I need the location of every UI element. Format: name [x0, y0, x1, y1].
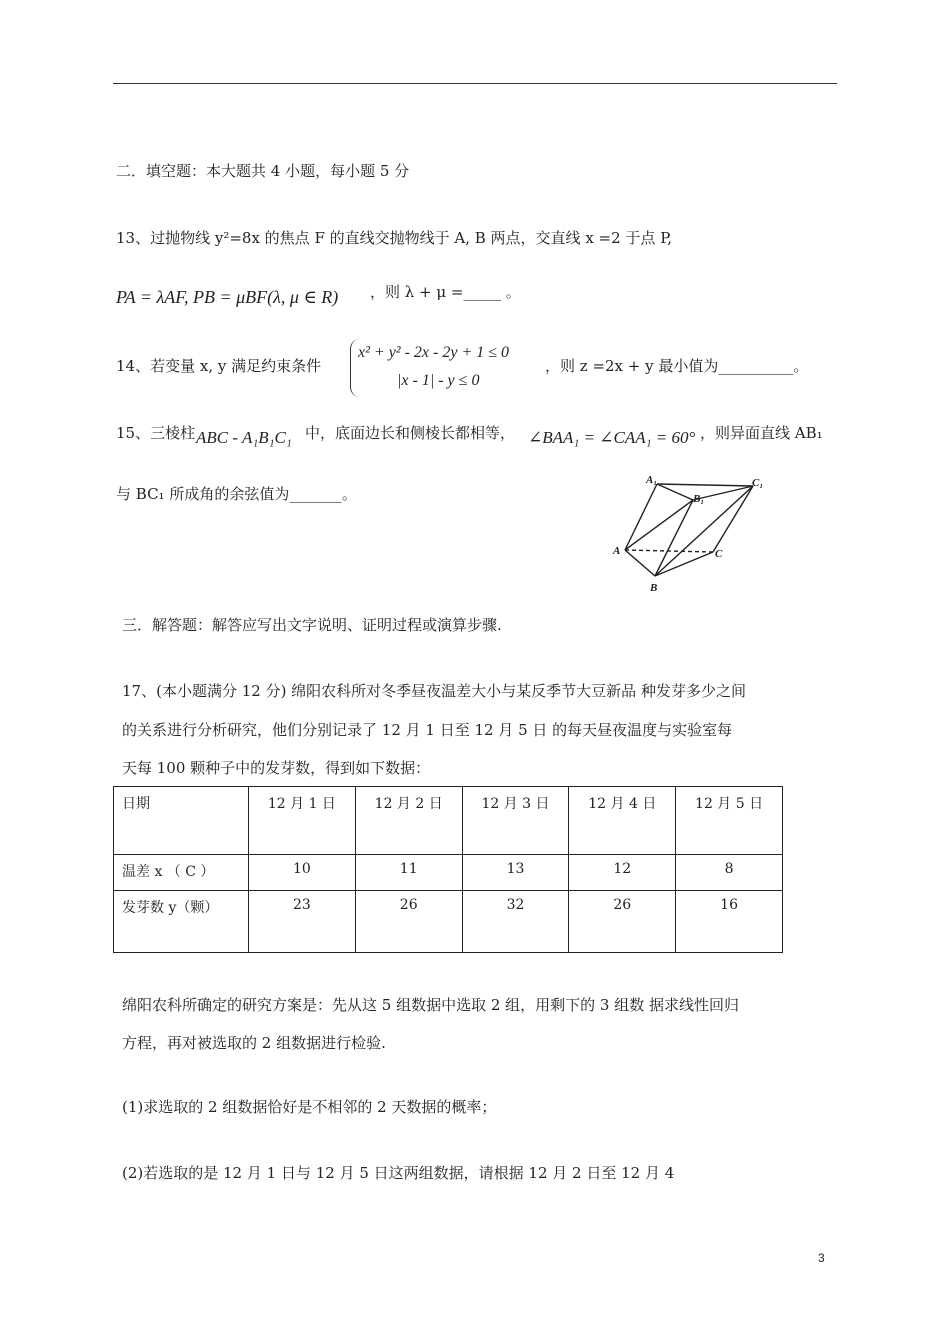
table-row-germination	[114, 891, 783, 953]
edge-a1c1	[657, 484, 753, 486]
q14-tail: ，则 z =2x + y 最小值为__________。	[545, 357, 809, 375]
row-label-germination: 发芽数 y（颗）	[114, 891, 249, 953]
edge-a1b1	[657, 484, 693, 500]
germination-cell: 26	[569, 891, 676, 953]
q17-sub-question-2: (2)若选取的是 12 月 1 日与 12 月 5 日这两组数据，请根据 12 月 2 日至 12 月 4	[122, 1164, 675, 1182]
q15-mid: 中，底面边长和侧棱长都相等，	[305, 424, 516, 442]
germination-cell: 23	[249, 891, 356, 953]
q17-plan-line1: 绵阳农科所确定的研究方案是：先从这 5 组数据中选取 2 组，用剩下的 3 组数 据求线性回归	[122, 996, 740, 1014]
date-cell: 12 月 4 日	[569, 787, 676, 855]
date-cell: 12 月 1 日	[249, 787, 356, 855]
temp-cell: 10	[249, 855, 356, 891]
edge-aa1	[625, 484, 657, 550]
q15-prism: ABC - A₁B₁C₁	[196, 428, 292, 447]
segment-ab1	[625, 500, 693, 550]
temp-cell: 11	[355, 855, 462, 891]
label-a: A	[613, 545, 621, 557]
germination-cell: 26	[355, 891, 462, 953]
section-3-heading: 三．解答题：解答应写出文字说明、证明过程或演算步骤.	[122, 616, 502, 634]
edge-ab	[625, 550, 655, 576]
row-label-date: 日期	[114, 787, 249, 855]
temp-cell: 12	[569, 855, 676, 891]
label-b1: B₁	[693, 493, 705, 505]
q15-line2: 与 BC₁ 所成角的余弦值为_______。	[116, 485, 357, 503]
germination-cell: 16	[676, 891, 783, 953]
section-2-heading: 二．填空题：本大题共 4 小题，每小题 5 分	[116, 162, 410, 180]
q15-angle: ∠BAA₁ = ∠CAA₁ = 60°	[528, 428, 696, 447]
date-cell: 12 月 2 日	[355, 787, 462, 855]
edge-ac-hidden	[625, 550, 713, 552]
q14-lead: 14、若变量 x, y 满足约束条件	[116, 357, 322, 375]
edge-bb1	[655, 500, 693, 576]
q17-paragraph-line1: 17、(本小题满分 12 分) 绵阳农科所对冬季昼夜温差大小与某反季节大豆新品 种发芽多少之间	[122, 682, 746, 700]
q17-sub-question-1: (1)求选取的 2 组数据恰好是不相邻的 2 天数据的概率；	[122, 1098, 497, 1116]
table-row-dates	[114, 787, 783, 855]
q13-line1: 13、过抛物线 y²=8x 的焦点 F 的直线交抛物线于 A, B 两点，交直线 x =2 于点 P,	[116, 229, 673, 247]
germination-cell: 32	[462, 891, 569, 953]
q13-tail: ，则 λ + μ =_____ 。	[370, 283, 521, 301]
date-cell: 12 月 5 日	[676, 787, 783, 855]
date-cell: 12 月 3 日	[462, 787, 569, 855]
q17-paragraph-line2: 的关系进行分析研究，他们分别记录了 12 月 1 日至 12 月 5 日 的每天昼夜温度与实验室每	[122, 721, 733, 739]
temp-cell: 13	[462, 855, 569, 891]
label-c1: C₁	[752, 477, 764, 489]
q15-tail: ，则异面直线 AB₁	[700, 424, 823, 442]
edge-bc	[655, 552, 713, 576]
page-number: 3	[818, 1251, 825, 1265]
header-rule	[113, 83, 837, 84]
q17-paragraph-line3: 天每 100 颗种子中的发芽数，得到如下数据：	[122, 759, 431, 777]
data-table	[113, 786, 783, 953]
edge-cc1	[713, 486, 753, 552]
q15-lead: 15、三棱柱	[116, 424, 196, 442]
q14-constraint-1: x² + y² - 2x - 2y + 1 ≤ 0	[358, 344, 510, 361]
table-row-temp	[114, 855, 783, 891]
row-label-temp: 温差 x （ C ）	[114, 855, 249, 891]
temp-cell: 8	[676, 855, 783, 891]
q17-plan-line2: 方程，再对被选取的 2 组数据进行检验.	[122, 1034, 386, 1052]
label-c: C	[715, 548, 723, 560]
q14-constraint-2: |x - 1| - y ≤ 0	[397, 372, 480, 389]
q13-formula: PA = λAF, PB = μBF(λ, μ ∈ R)	[116, 287, 339, 307]
prism-figure	[605, 472, 785, 597]
label-b: B	[650, 582, 658, 594]
label-a1: A₁	[646, 474, 658, 486]
